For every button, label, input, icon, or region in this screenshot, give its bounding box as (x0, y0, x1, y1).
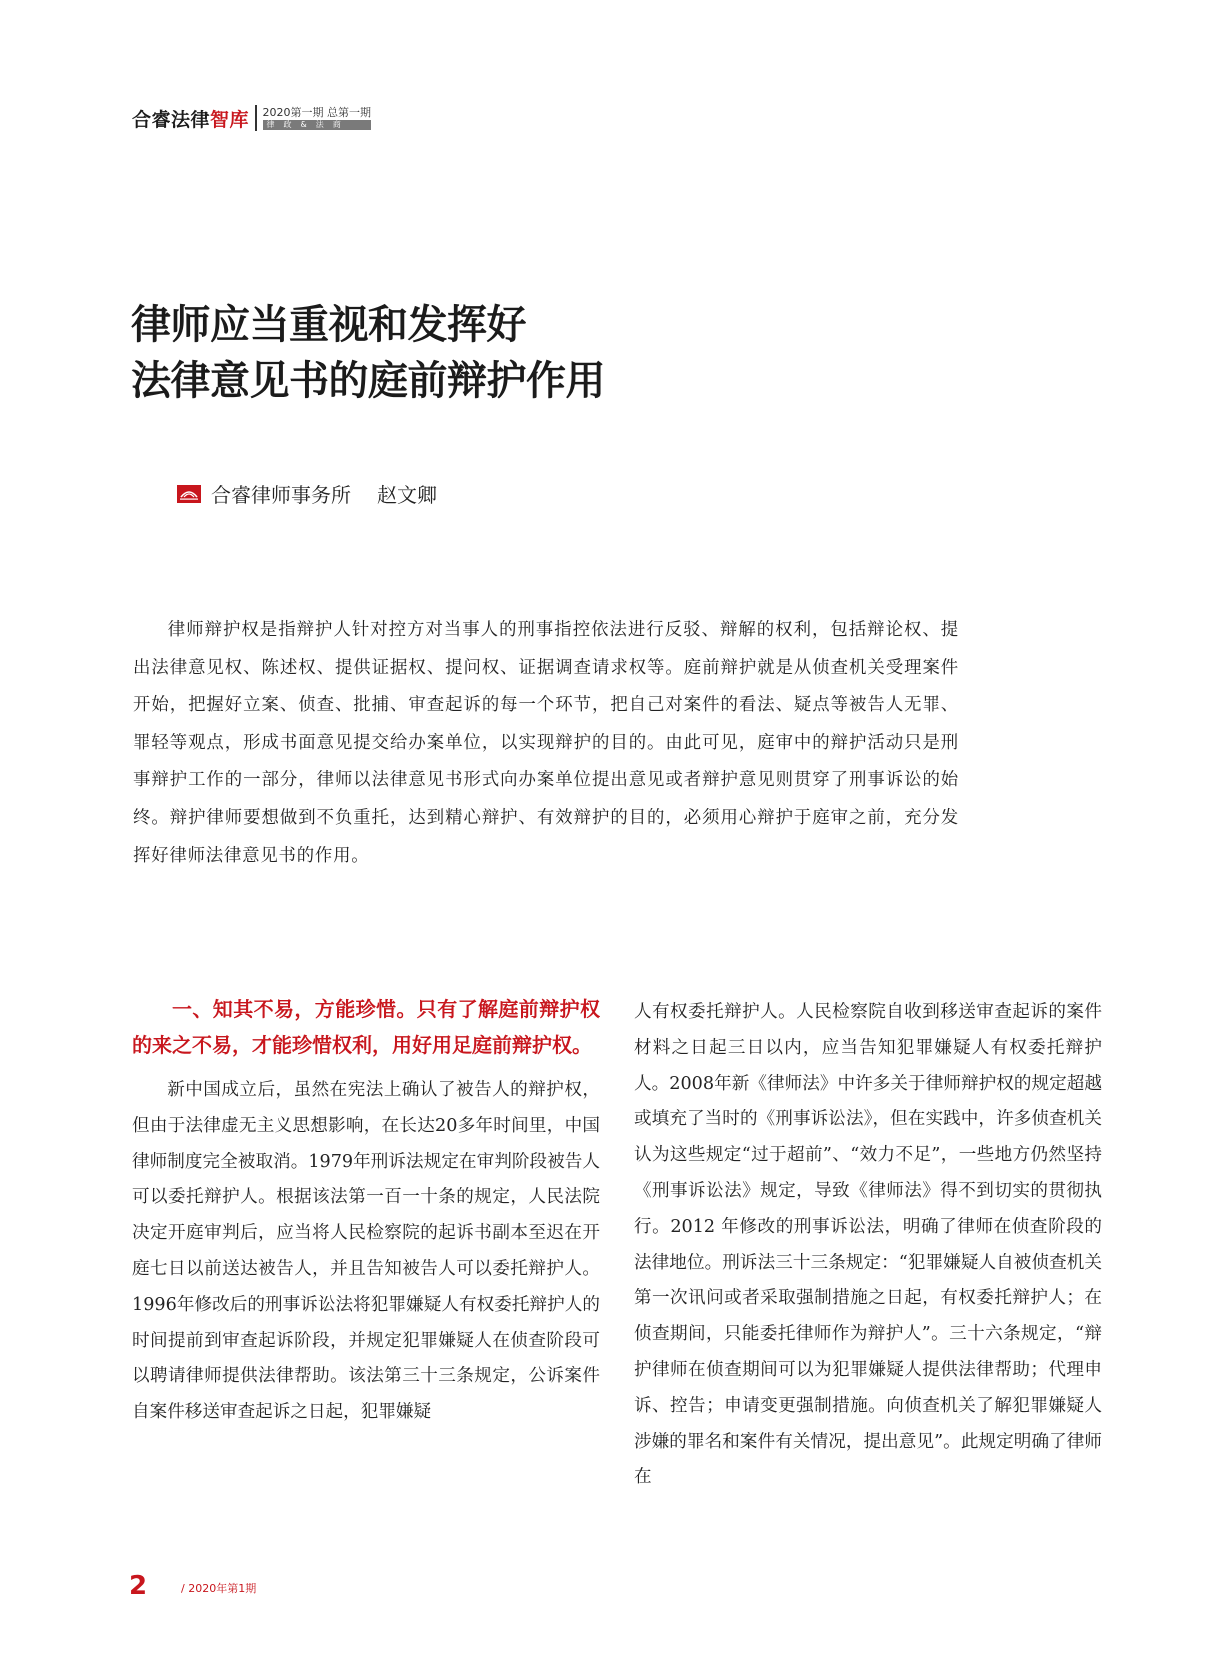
firm-logo-icon (177, 485, 201, 503)
left-column-paragraph: 新中国成立后，虽然在宪法上确认了被告人的辩护权，但由于法律虚无主义思想影响，在长达20多年时间里，中国律师制度完全被取消。1979年刑诉法规定在审判阶段被告人可以委托辩护人。根据该法第一百一十条的规定，人民法院决定开庭审判后，应当将人民检察院的起诉书副本至迟在开庭七日以前送达被告人，并且告知被告人可以委托辩护人。1996年修改后的刑事诉讼法将犯罪嫌疑人有权委托辩护人的时间提前到审查起诉阶段，并规定犯罪嫌疑人在侦查阶段可以聘请律师提供法律帮助。该法第三十三条规定，公诉案件自案件移送审查起诉之日起，犯罪嫌疑 (132, 1080, 600, 1423)
issue-block (263, 106, 372, 130)
page-number: 2 (129, 1571, 148, 1601)
section-heading: 一、知其不易，方能珍惜。只有了解庭前辩护权的来之不易，才能珍惜权利，用好用足庭前辩护权。 (132, 997, 600, 1057)
left-column (132, 992, 600, 1431)
footer-issue: / 2020年第1期 (181, 1582, 257, 1595)
title-line-2: 法律意见书的庭前辩护作用 (131, 358, 605, 404)
brand-name (132, 105, 249, 132)
abstract-paragraph: 律师辩护权是指辩护人针对控方对当事人的刑事指控依法进行反驳、辩解的权利，包括辩论权、提出法律意见权、陈述权、提供证据权、提问权、证据调查请求权等。庭前辩护就是从侦查机关受理案件开始，把握好立案、侦查、批捕、审查起诉的每一个环节，把自己对案件的看法、疑点等被告人无罪、罪轻等观点，形成书面意见提交给办案单位，以实现辩护的目的。由此可见，庭审中的辩护活动只是刑事辩护工作的一部分，律师以法律意见书形式向办案单位提出意见或者辩护意见则贯穿了刑事诉讼的始终。辩护律师要想做到不负重托，达到精心辩护、有效辩护的目的，必须用心辩护于庭审之前，充分发挥好律师法律意见书的作用。 (133, 620, 959, 866)
byline (177, 479, 437, 508)
issue-tag: 律政&法商 (263, 120, 372, 130)
right-column (634, 995, 1102, 1496)
issue-line: 2020第一期 总第一期 (262, 106, 372, 119)
right-column-paragraph: 人有权委托辩护人。人民检察院自收到移送审查起诉的案件材料之日起三日以内，应当告知犯罪嫌疑人有权委托辩护人。2008年新《律师法》中许多关于律师辩护权的规定超越或填充了当时的《刑事诉讼法》，但在实践中，许多侦查机关认为这些规定“过于超前”、“效力不足”，一些地方仍然坚持《刑事诉讼法》规定，导致《律师法》得不到切实的贯彻执行。2012 年修改的刑事诉讼法，明确了律师在侦查阶段的法律地位。刑诉法三十三条规定：“犯罪嫌疑人自被侦查机关第一次讯问或者采取强制措施之日起，有权委托辩护人；在侦查期间，只能委托律师作为辩护人”。三十六条规定，“辩护律师在侦查期间可以为犯罪嫌疑人提供法律帮助；代理申诉、控告；申请变更强制措施。向侦查机关了解犯罪嫌疑人涉嫌的罪名和案件有关情况，提出意见”。此规定明确了律师在 (634, 1002, 1102, 1488)
abstract (133, 612, 959, 875)
brand-main: 合睿法律 (132, 108, 211, 131)
brand-accent: 智库 (210, 108, 250, 131)
firm-name: 合睿律师事务所 (211, 483, 351, 507)
masthead-divider (255, 105, 257, 131)
article-title (131, 297, 605, 409)
title-line-1: 律师应当重视和发挥好 (131, 302, 526, 348)
masthead (132, 103, 371, 133)
author-name: 赵文卿 (377, 483, 437, 507)
